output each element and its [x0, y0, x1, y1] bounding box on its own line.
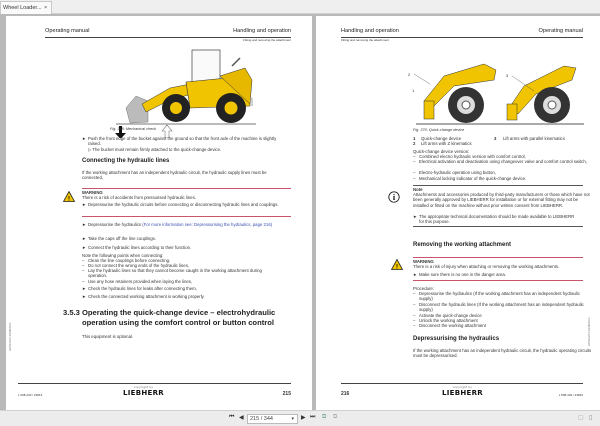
header-right: Operating manual — [538, 28, 583, 34]
legend-item: Lift arms with Z kinematics — [421, 141, 472, 146]
section-title: Operating the quick-change device – electrohydraulic operation using the comfort control or button control — [82, 308, 276, 327]
svg-text:!: ! — [396, 264, 398, 270]
note-instruction: The appropriate technical documentation should be made available to LIEBHERR for this purpose. — [419, 214, 575, 225]
figure-caption: Fig. 370: Quick-change device — [413, 128, 465, 132]
bullet-arrow-icon: ► — [82, 136, 87, 141]
heading-depressurising: Depressurising the hydraulics — [413, 336, 500, 342]
warning-title: WARNING — [82, 190, 103, 195]
side-code: LWT/EN/3.5.3/23816/CA — [9, 322, 12, 351]
connect-instruction: Connect the hydraulic lines according to their function. — [88, 245, 192, 250]
depressurise-instruction: Depressurise the hydraulics — [88, 222, 143, 227]
version-item: Electrical activation and deactivation using changeover valve and comfort control switch, — [419, 159, 587, 164]
warning-instruction: Depressurise the hydraulic circuits before connecting or disconnecting hydraulic lines and couplings. — [88, 202, 279, 207]
parallel-kinematics-loader — [504, 66, 584, 124]
svg-text:2: 2 — [408, 72, 411, 77]
version-item: Mechanical locking indicator of the quick-change device. — [419, 176, 527, 181]
note-text: Attachments and accessories produced by third-party manufacturers or those which have not been generally approved by LIEBHERR for installation or for external fitting may not be installed or fitted on the machine without prior written consent from LIEBHERR. — [413, 192, 590, 208]
two-page-view-icon[interactable]: ⧉ — [333, 414, 338, 420]
footer-rule — [341, 383, 583, 384]
page-216: Handling and operation Operating manual Fitting and removing the attachment 2 1 3 Fig. 370: Quick-change device 1 Quick-change device 2 Lift arms with Z kinematics 3 Lift arms with parallel kinematics Quick-change device version: – Combined electro hydraulic version with comfort control, – Electrical activation and deactivation using changeover valve and comfort control switch, – Electro-hydraulic operation using button, – Mechanical locking indicator of the quick-change device. i Note Attachments and accessories produced by third-party manufacturers or those which have not been generally approved by LIEBHERR for installation or for external fitting may not be installed or fitted on the machine without prior written consent from LIEBHERR. ► The appropriate technical documentation should be made available to LIEBHERR for this purpose. Removing the working attachment ! WARNING There is a risk of injury when attaching or removing the working attachments. ► Make sure there is no one in the danger area. Procedure: – Depressurise the hydraulics (If the working attachment has an independent hydraulic supply) – Disconnect the hydraulic lines (If the working attachment has an independent hydraulic supply) – Activate the quick-change device – Unlock the working attachment – Disconnect the working attachment Depressurising the hydraulics If the working attachment has an independent hydraulic circuit, the hydraulic operating circuits must be depressurised. LWT/EN/3.5.3/23816/CA 216 copyright by LIEBHERR L 508-433 / 23816 — [316, 16, 600, 410]
warning-triangle-icon — [391, 259, 403, 270]
warning-instruction: Make sure there is no one in the danger area. — [419, 272, 506, 277]
procedure-step: Unlock the working attachment — [419, 318, 478, 323]
warning-top-rule — [82, 188, 291, 189]
footer-rule — [18, 383, 291, 384]
dash-item: Use any hose retainers provided when laying the lines, — [88, 279, 193, 284]
doc-id: L 508-433 / 23816 — [18, 393, 43, 397]
navigation-toolbar — [0, 410, 600, 426]
page-number-input[interactable]: 215 / 344 ▾ — [247, 414, 298, 424]
liebherr-logo: copyright by LIEBHERR — [123, 386, 165, 397]
optional-note: This equipment is optional. — [82, 334, 134, 339]
depressurise-link[interactable]: (For more information see: Depressurising the hydraulics, page 216) — [142, 222, 273, 227]
dash-item: Lay the hydraulic lines so that they cannot become caught in the working attachment during operation, — [88, 268, 262, 279]
note-top-rule — [413, 185, 583, 186]
warning-triangle-icon — [63, 191, 75, 202]
paragraph: If the working attachment has an independent hydraulic circuit, the hydraulic operating circuits must be depressurised. — [413, 348, 592, 359]
version-item: Electro-hydraulic operation using button, — [419, 170, 496, 175]
svg-text:!: ! — [68, 196, 70, 202]
first-page-icon[interactable]: ⏮ — [229, 414, 235, 420]
heading-connecting-hydraulic-lines: Connecting the hydraulic lines — [82, 158, 170, 164]
procedure-step: Activate the quick-change device — [419, 313, 482, 318]
side-code: LWT/EN/3.5.3/23816/CA — [588, 317, 591, 346]
subheader: Fitting and removing the attachment — [243, 38, 291, 42]
section-number: 3.5.3 — [63, 308, 80, 317]
header-right: Handling and operation — [233, 28, 291, 34]
wheel-loader-figure — [110, 46, 260, 138]
page-215: Operating manual Handling and operation Fitting and removing the attachment 400065 Fig. 368: Mechanical check ► Push the front edge of the bucket against the ground so that the front axle of the machine is slightly raised. ▷ The bucket must remain firmly attached to the quick-change device. Connecting the hydraulic lines If the working attachment has an independent hydraulic circuit, the hydraulic supply lines must be connected, ! WARNING There is a risk of accidents from pressurised hydraulic lines. ► Depressurise the hydraulic circuits before connecting or disconnecting hydraulic lines and couplings. ► Depressurise the hydraulics (For more information see: Depressurising the hydraulics, page 216) ► Take the caps off the line couplings. ► Connect the hydraulic lines according to their function. Note the following points when connecting: – Clean the line couplings before connecting. – Do not connect the wrong ends of the hydraulic lines, – Lay the hydraulic lines so that they cannot become caught in the working attachment during operation, – Use any hose retainers provided when laying the lines, ► Check the hydraulic lines for leaks after connecting them, ► Check the connected working attachment is working properly. 3.5.3 Operating the quick-change device – electrohydraulic operation using the comfort control or button control This equipment is optional. LWT/EN/3.5.3/23816/CA L 508-433 / 23816 copyright by LIEBHERR 215 — [6, 16, 312, 410]
procedure-step: Disconnect the working attachment — [419, 323, 486, 328]
doc-id: L 508-433 / 23816 — [558, 393, 583, 397]
warning-bottom-rule — [82, 216, 291, 217]
document-tab[interactable] — [0, 1, 52, 14]
tab-title: Wheel Loader... — [3, 5, 42, 11]
svg-text:i: i — [392, 193, 396, 202]
figure-caption: Fig. 368: Mechanical check — [110, 127, 157, 131]
procedure-step: Disconnect the hydraulic lines (If the working attachment has an independent hydraulic supply) — [419, 302, 584, 313]
warning-top-rule — [413, 257, 583, 258]
close-tab-icon[interactable]: × — [44, 5, 47, 11]
z-kinematics-loader — [408, 64, 504, 124]
heading-removing-attachment: Removing the working attachment — [413, 242, 512, 248]
procedure-step: Depressurise the hydraulics (If the working attachment has an independent hydraulic supply) — [419, 291, 580, 302]
header-left: Handling and operation — [341, 28, 399, 34]
quick-change-device-figure — [404, 46, 584, 128]
subheader: Fitting and removing the attachment — [341, 38, 389, 42]
dash-item: Do not connect the wrong ends of the hydraulic lines, — [88, 263, 190, 268]
caps-instruction: Take the caps off the line couplings. — [88, 236, 156, 241]
fit-page-icon[interactable]: ▢ — [578, 415, 584, 421]
page-number: 216 — [341, 391, 350, 397]
note-title: Note — [413, 187, 423, 192]
bookmark-icon[interactable]: ▯ — [589, 415, 593, 421]
warning-text: There is a risk of injury when attaching or removing the working attachments. — [413, 264, 560, 269]
chevron-down-icon[interactable]: ▾ — [291, 416, 294, 422]
procedure-label: Procedure: — [413, 286, 435, 291]
dash-item: Clean the line couplings before connecting. — [88, 258, 171, 263]
version-item: Combined electro hydraulic version with comfort control, — [419, 154, 526, 159]
svg-text:1: 1 — [412, 88, 415, 93]
warning-text: There is a risk of accidents from pressurised hydraulic lines. — [82, 195, 196, 200]
tab-bar — [0, 0, 600, 14]
header-left: Operating manual — [45, 28, 90, 34]
note-intro: Note the following points when connecting: — [82, 253, 164, 258]
warning-title: WARNING — [413, 259, 434, 264]
push-bucket-instruction: Push the front edge of the bucket against the ground so that the front axle of the machine is slightly raised. — [88, 136, 277, 147]
liebherr-logo: copyright by LIEBHERR — [442, 386, 484, 397]
version-intro: Quick-change device version: — [413, 149, 470, 154]
paragraph: If the working attachment has an independent hydraulic circuit, the hydraulic supply lines must be connected, — [82, 170, 267, 181]
single-page-view-icon[interactable]: ⧉ — [322, 414, 327, 420]
legend-item: Lift arms with parallel kinematics — [503, 136, 565, 141]
warning-bottom-rule — [413, 280, 583, 281]
last-page-icon[interactable]: ⏭ — [310, 414, 316, 420]
result-text: The bucket must remain firmly attached to the quick-change device. — [92, 147, 222, 152]
previous-page-icon[interactable]: ◀ — [239, 415, 244, 421]
next-page-icon[interactable]: ▶ — [301, 415, 306, 421]
page-number: 215 — [282, 391, 291, 397]
svg-text:3: 3 — [506, 73, 509, 78]
svg-text:400065: 400065 — [251, 97, 254, 106]
check-leaks-instruction: Check the hydraulic lines for leaks after connecting them, — [88, 286, 197, 291]
info-icon — [388, 191, 400, 203]
legend-item: Quick-change device — [421, 136, 462, 141]
check-attachment-instruction: Check the connected working attachment is working properly. — [88, 294, 205, 299]
note-bottom-rule — [413, 226, 583, 227]
